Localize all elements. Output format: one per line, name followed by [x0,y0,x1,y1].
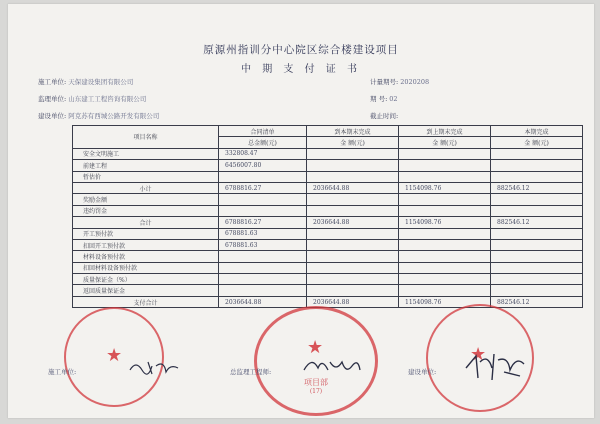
row-to-previous-cell [399,160,491,171]
owner-info [38,111,159,120]
row-to-previous-cell [399,205,491,216]
row-name-cell: 暂估价 [73,171,219,182]
supervisor-value: 山东建工工程咨询有限公司 [68,95,147,103]
row-to-current-cell [307,285,399,296]
contractor-info [38,77,133,86]
footer-supervisor-label: 总监理工程师: [230,368,272,376]
row-name-cell: 材料设备预付款 [73,251,219,262]
table-row [73,262,583,273]
owner-signature [460,348,532,384]
row-to-current-cell [307,160,399,171]
row-to-previous-cell [399,251,491,262]
table-row [73,251,583,262]
row-name-cell: 奖励金额 [73,194,219,205]
row-name-cell: 返回质量保证金 [73,285,219,296]
row-to-previous-cell [399,239,491,250]
row-contract-cell [219,171,307,182]
period-label: 期 号: [370,95,388,103]
row-name-cell: 合计 [73,217,219,228]
row-to-previous-cell [399,285,491,296]
contractor-signature [126,356,186,378]
contractor-label: 施工单位: [38,78,67,86]
period-value: 02 [389,95,398,103]
row-to-previous-cell [399,194,491,205]
row-to-previous-cell [399,228,491,239]
row-to-current-cell [307,262,399,273]
supervisor-label: 监理单位: [38,95,67,103]
row-contract-cell: 6788816.27 [219,182,307,193]
row-current-cell [491,251,583,262]
row-to-previous-cell: 1154098.76 [399,217,491,228]
row-current-cell [491,205,583,216]
row-name-cell: 前建工程 [73,160,219,171]
row-current-cell [491,194,583,205]
subheader-current: 金 额(元) [491,137,583,148]
row-to-current-cell [307,148,399,159]
row-contract-cell: 678881.63 [219,239,307,250]
header-to-previous: 到上期末完成 [399,126,491,137]
table-header-row [73,126,583,137]
row-to-current-cell: 2036644.88 [307,217,399,228]
table-row [73,160,583,171]
footer-contractor [48,367,76,376]
row-to-previous-cell [399,274,491,285]
row-current-cell [491,160,583,171]
table-row [73,274,583,285]
document-subtitle: 中 期 支 付 证 书 [241,64,361,75]
row-current-cell: 882546.12 [491,217,583,228]
contract-no-label: 计量期号: [370,78,399,86]
row-to-current-cell [307,239,399,250]
table-row [73,148,583,159]
owner-value: 阿克苏有西城公路开发有限公司 [68,112,160,120]
row-name-cell: 扣回材料设备预付款 [73,262,219,273]
row-to-current-cell: 2036644.88 [307,182,399,193]
row-to-current-cell [307,251,399,262]
row-contract-cell [219,262,307,273]
table-row [73,285,583,296]
period-info [370,94,398,103]
table-row [73,182,583,193]
table-body [73,148,583,307]
star-icon: ★ [307,337,324,358]
row-contract-cell: 332808.47 [219,148,307,159]
table-row [73,217,583,228]
row-current-cell [491,285,583,296]
row-contract-cell: 6456007.80 [219,160,307,171]
middle-seal-text: 项目部 [304,377,328,387]
deadline-info [370,111,398,120]
row-current-cell [491,274,583,285]
payment-certificate-sheet [8,4,594,418]
star-icon: ★ [470,344,487,365]
deadline-label: 截止时间: [370,112,399,120]
row-contract-cell [219,274,307,285]
footer-contractor-label: 施工单位: [48,368,77,376]
row-contract-cell: 6788816.27 [219,217,307,228]
row-name-cell: 质量保证金（%） [73,274,219,285]
row-to-previous-cell [399,262,491,273]
contract-no-value: 2020208 [400,78,430,86]
subheader-contract: 总金额(元) [219,137,307,148]
payment-table [72,125,583,308]
header-current: 本期完成 [491,126,583,137]
supervisor-info [38,94,146,103]
header-to-current: 到本期末完成 [307,126,399,137]
owner-label: 建设单位: [38,112,67,120]
contract-no-info [370,77,429,86]
row-current-cell [491,239,583,250]
row-to-previous-cell: 1154098.76 [399,296,491,307]
subheader-to-current: 金 额(元) [307,137,399,148]
row-name-cell: 小计 [73,182,219,193]
table-row [73,228,583,239]
table-row [73,194,583,205]
row-contract-cell [219,251,307,262]
footer-owner [408,367,436,376]
row-to-current-cell: 2036644.88 [307,296,399,307]
subheader-to-previous: 金 额(元) [399,137,491,148]
table-row [73,205,583,216]
table-row [73,171,583,182]
footer-supervisor [230,367,271,376]
row-name-cell: 安全文明施工 [73,148,219,159]
row-contract-cell: 678881.63 [219,228,307,239]
row-to-current-cell [307,274,399,285]
supervisor-signature [300,354,366,378]
row-to-previous-cell: 1154098.76 [399,182,491,193]
footer-owner-label: 建设单位: [408,368,437,376]
header-contract: 合同清单 [219,126,307,137]
row-to-current-cell [307,194,399,205]
row-contract-cell [219,285,307,296]
row-current-cell [491,148,583,159]
row-to-previous-cell [399,148,491,159]
row-contract-cell [219,194,307,205]
contractor-value: 天保建设集团有限公司 [68,78,134,86]
row-current-cell: 882546.12 [491,296,583,307]
row-to-previous-cell [399,171,491,182]
row-to-current-cell [307,205,399,216]
row-current-cell [491,171,583,182]
row-contract-cell: 2036644.88 [219,296,307,307]
row-to-current-cell [307,228,399,239]
row-name-cell: 开工预付款 [73,228,219,239]
middle-seal-number: (17) [309,387,323,395]
row-name-cell: 支付合计 [73,296,219,307]
row-contract-cell [219,205,307,216]
row-name-cell: 扣回开工预付款 [73,239,219,250]
row-current-cell [491,262,583,273]
star-icon: ★ [106,345,123,366]
document-title: 原源州指训分中心院区综合楼建设项目 [203,44,399,56]
row-name-cell: 违约罚金 [73,205,219,216]
row-current-cell: 882546.12 [491,182,583,193]
table-row [73,239,583,250]
row-to-current-cell [307,171,399,182]
header-item-name: 项目名称 [73,126,219,149]
row-current-cell [491,228,583,239]
